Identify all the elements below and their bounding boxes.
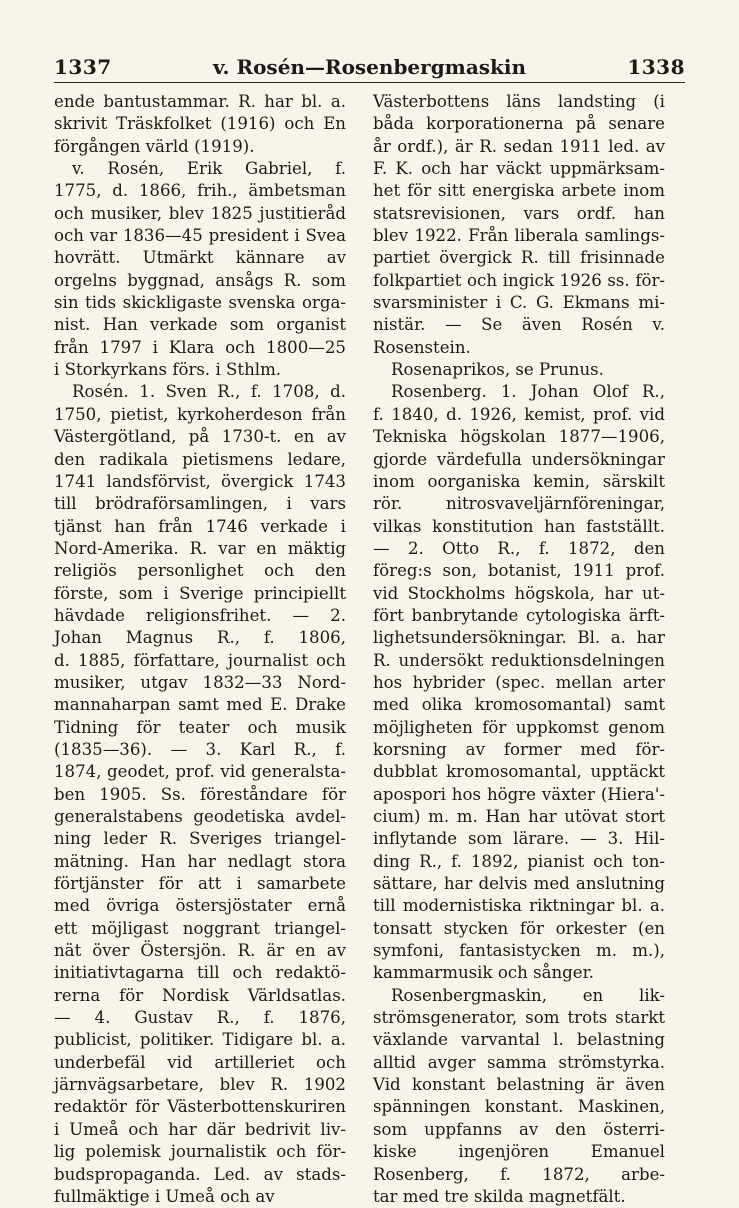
text-line: järnvägsarbetare, blev R. 1902 (54, 1075, 346, 1095)
text-line: gjorde värdefulla undersökningar (373, 449, 665, 469)
text-line: rerna för Nordisk Världsatlas. (54, 985, 346, 1005)
text-line: skrivit Träskfolket (1916) och En (54, 114, 346, 134)
text-line: folkpartiet och ingick 1926 ss. för- (373, 270, 665, 290)
text-line: ett möjligast noggrant triangel- (54, 918, 346, 938)
text-line: apospori hos högre växter (Hiera'- (373, 784, 665, 804)
text-line: Nord-Amerika. R. var en mäktig (54, 538, 346, 558)
text-line: ende bantustammar. R. har bl. a. (54, 92, 346, 111)
text-line: sin tids skickligaste svenska orga- (54, 293, 346, 313)
text-line: — 2. Otto R., f. 1872, den (373, 538, 665, 558)
text-line: båda korporationerna på senare (373, 114, 665, 134)
text-line: Rosenstein. (373, 337, 471, 357)
text-line: Rosenberg. 1. Johan Olof R., (391, 382, 665, 402)
text-line: den radikala pietismens ledare, (54, 449, 346, 469)
text-line: underbefäl vid artilleriet och (54, 1052, 346, 1072)
text-line: initiativtagarna till och redaktö- (54, 963, 346, 983)
text-line: hävdade religionsfrihet. — 2. (54, 605, 346, 625)
text-line: Rosén. 1. Sven R., f. 1708, d. (72, 382, 346, 402)
text-line: möjligheten för uppkomst genom (373, 717, 665, 737)
page-number-right: 1338 (627, 55, 685, 79)
header-rule (54, 82, 685, 83)
text-line: partiet övergick R. till frisinnade (373, 248, 665, 268)
text-line: sättare, har delvis med anslutning (373, 874, 665, 894)
text-line: Rosenbergmaskin, en lik- (391, 985, 665, 1005)
text-line: lig polemisk journalistik och för- (54, 1142, 346, 1162)
text-line: orgelns byggnad, ansågs R. som (54, 270, 346, 290)
text-line: redaktör för Västerbottenskuriren (54, 1097, 346, 1117)
text-line: till brödraförsamlingen, i vars (54, 494, 346, 514)
text-line: cium) m. m. Han har utövat stort (373, 807, 665, 826)
text-line: musiker, utgav 1832—33 Nord- (54, 672, 346, 692)
text-line: dubblat kromosomantal, upptäckt (373, 762, 665, 782)
text-line: het för sitt energiska arbete inom (373, 181, 665, 201)
text-line: kiske ingenjören Emanuel (373, 1142, 665, 1162)
text-line: statsrevisionen, vars ordf. han (373, 203, 665, 223)
text-line: förtjänster för att i samarbete (54, 874, 346, 894)
text-line: nistär. — Se även Rosén v. (373, 315, 665, 335)
text-line: till modernistiska riktningar bl. a. (373, 896, 665, 916)
text-line: (1835—36). — 3. Karl R., f. (54, 739, 346, 759)
text-line: inom oorganiska kemin, särskilt (373, 471, 665, 491)
text-line: publicist, politiker. Tidigare bl. a. (54, 1030, 346, 1050)
text-line: — 4. Gustav R., f. 1876, (54, 1008, 346, 1028)
text-line: 1750, pietist, kyrkoherdeson från (54, 404, 346, 424)
text-line: 1741 landsförvist, övergick 1743 (54, 471, 346, 491)
text-line: fört banbrytande cytologiska ärft- (373, 605, 665, 625)
text-line: generalstabens geodetiska avdel- (54, 807, 346, 826)
text-line: Västerbottens läns landsting (i (373, 92, 665, 111)
text-line: växlande varvantal l. belastning (373, 1030, 665, 1050)
text-line: inflytande som lärare. — 3. Hil- (373, 829, 665, 849)
text-line: tar med tre skilda magnetfält. (373, 1186, 626, 1206)
text-line: tonsatt stycken för orkester (en (373, 918, 665, 938)
text-line: mätning. Han har nedlagt stora (54, 851, 346, 871)
text-line: korsning av former med för- (373, 739, 665, 759)
text-line: kammarmusik och sånger. (373, 963, 594, 983)
text-line: och var 1836—45 president i Svea (54, 226, 346, 246)
text-line: och musiker, blev 1825 justitieråd (54, 203, 346, 223)
text-line: blev 1922. Från liberala samlings- (373, 226, 665, 246)
text-line: 1775, d. 1866, frih., ämbetsman (54, 181, 346, 201)
text-line: 1874, geodet, prof. vid generalsta- (54, 762, 346, 782)
text-line: Rosenaprikos, se Prunus. (391, 360, 604, 380)
text-line: svarsminister i C. G. Ekmans mi- (373, 293, 665, 313)
text-line: nät över Östersjön. R. är en av (54, 941, 346, 961)
text-line: budspropaganda. Led. av stads- (54, 1164, 346, 1184)
text-line: f. 1840, d. 1926, kemist, prof. vid (373, 404, 665, 424)
text-line: ben 1905. Ss. föreståndare för (54, 784, 346, 804)
text-line: i Umeå och har där bedrivit liv- (54, 1119, 346, 1139)
text-line: förgången värld (1919). (54, 136, 255, 156)
text-line: vid Stockholms högskola, har ut- (373, 583, 665, 603)
text-line: fullmäktige i Umeå och av (54, 1186, 275, 1206)
text-line: symfoni, fantasistycken m. m.), (373, 941, 665, 961)
text-line: lighetsundersökningar. Bl. a. har (373, 628, 665, 648)
text-line: förste, som i Sverige principiellt (54, 583, 346, 603)
text-line: Tekniska högskolan 1877—1906, (373, 427, 665, 447)
text-line: Västergötland, på 1730-t. en av (54, 427, 346, 447)
text-line: vilkas konstitution han fastställt. (373, 516, 665, 536)
text-line: Rosenberg, f. 1872, arbe- (373, 1164, 665, 1184)
text-line: som uppfanns av den österri- (373, 1119, 665, 1139)
text-line: hos hybrider (spec. mellan arter (373, 672, 665, 692)
text-line: nist. Han verkade som organist (54, 315, 346, 335)
left-column (54, 91, 346, 1208)
text-line: religiös personlighet och den (54, 561, 346, 581)
text-line: spänningen konstant. Maskinen, (373, 1097, 665, 1117)
page-header (0, 0, 739, 90)
running-head: v. Rosén—Rosenbergmaskin (212, 55, 527, 79)
text-line: från 1797 i Klara och 1800—25 (54, 337, 346, 357)
text-line: år ordf.), är R. sedan 1911 led. av (373, 136, 665, 156)
text-line: Vid konstant belastning är även (373, 1075, 665, 1095)
text-line: med olika kromosomantal) samt (373, 695, 665, 715)
text-line: Johan Magnus R., f. 1806, (54, 628, 346, 648)
text-line: hovrätt. Utmärkt kännare av (54, 248, 346, 268)
text-line: med övriga östersjöstater ernå (54, 896, 346, 916)
text-line: alltid avger samma strömstyrka. (373, 1052, 665, 1072)
text-line: i Storkyrkans förs. i Sthlm. (54, 360, 282, 380)
text-line: ning leder R. Sveriges triangel- (54, 829, 346, 849)
text-line: F. K. och har väckt uppmärksam- (373, 159, 665, 179)
text-line: v. Rosén, Erik Gabriel, f. (72, 159, 346, 179)
text-line: rör. nitrosvaveljärnföreningar, (373, 494, 665, 514)
text-line: ding R., f. 1892, pianist och ton- (373, 851, 665, 871)
text-line: strömsgenerator, som trots starkt (373, 1008, 665, 1028)
text-line: föreg:s son, botanist, 1911 prof. (373, 561, 665, 581)
right-column (373, 91, 665, 1208)
page-number-left: 1337 (54, 55, 112, 79)
text-line: Tidning för teater och musik (54, 717, 346, 737)
text-line: d. 1885, författare, journalist och (54, 650, 346, 670)
text-line: R. undersökt reduktionsdelningen (373, 650, 665, 670)
text-line: mannaharpan samt med E. Drake (54, 695, 346, 715)
text-line: tjänst han från 1746 verkade i (54, 516, 346, 536)
